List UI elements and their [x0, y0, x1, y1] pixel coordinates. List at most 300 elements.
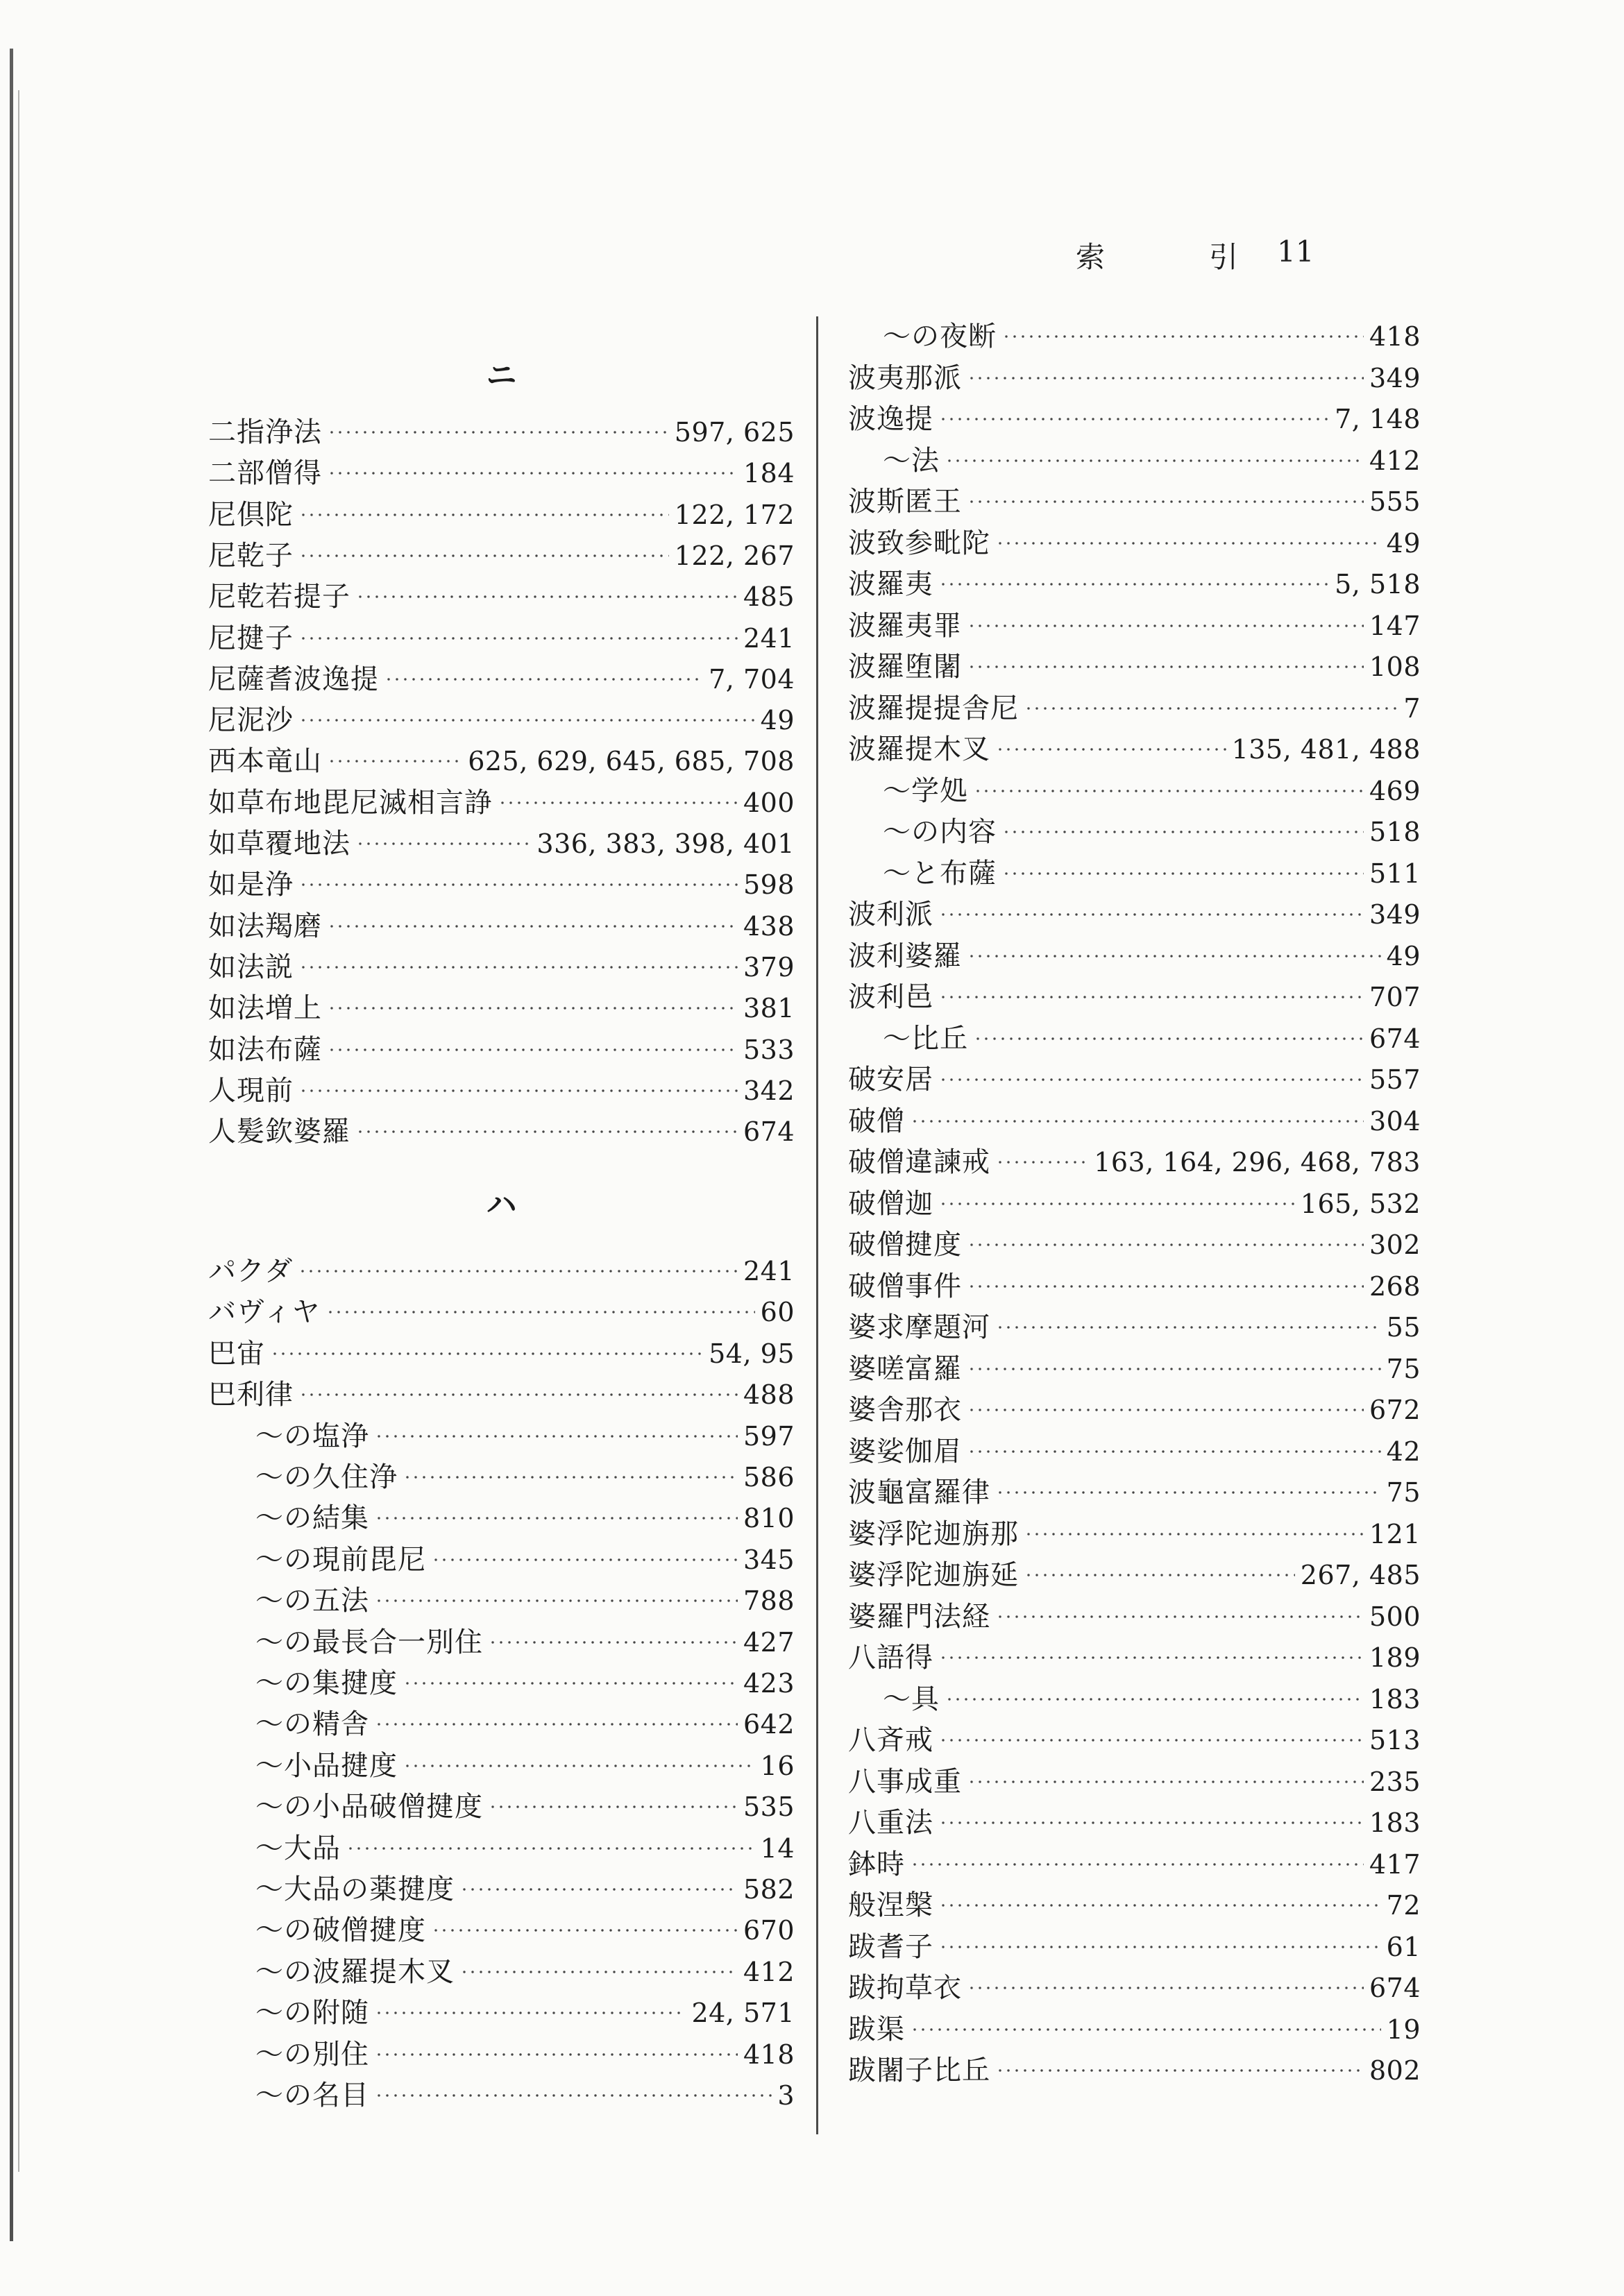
index-entry — [848, 1514, 1421, 1554]
leader-dots — [939, 1078, 1364, 1081]
leader-dots — [967, 1368, 1381, 1370]
index-term: 波羅夷 — [848, 568, 933, 600]
page-references: 345 — [743, 1544, 795, 1575]
page-references: 147 — [1369, 610, 1421, 641]
index-term: 尼薩耆波逸提 — [208, 663, 379, 695]
index-entry — [848, 316, 1421, 357]
leader-dots — [967, 1987, 1364, 1989]
index-entry — [848, 358, 1421, 398]
index-entry — [208, 1828, 795, 1869]
index-term: 波逸提 — [848, 403, 933, 435]
index-entry — [848, 1019, 1421, 1059]
index-term: ～の五法 — [255, 1585, 369, 1617]
index-term: 尼倶陀 — [208, 498, 294, 531]
page-references: 42 — [1386, 1436, 1421, 1467]
index-entry — [848, 1885, 1421, 1925]
page-references: 670 — [743, 1915, 795, 1946]
leader-dots — [356, 1130, 738, 1133]
index-term: 八語得 — [848, 1642, 933, 1674]
index-entry — [208, 1952, 795, 1992]
index-entry — [848, 1101, 1421, 1141]
leader-dots — [299, 554, 669, 557]
index-entry — [208, 1540, 795, 1580]
page-references: 513 — [1369, 1725, 1421, 1755]
running-head-title-left: 索 — [1076, 240, 1106, 274]
leader-dots — [299, 883, 738, 886]
index-term: 婆舎那衣 — [848, 1394, 962, 1426]
index-entry — [208, 1581, 795, 1621]
index-term: 破僧 — [848, 1105, 905, 1137]
index-entry — [208, 1622, 795, 1663]
leader-dots — [939, 1739, 1364, 1742]
leader-dots — [967, 1780, 1364, 1783]
page-references: 582 — [743, 1874, 795, 1905]
page-references: 342 — [743, 1075, 795, 1106]
index-entry — [208, 1375, 795, 1415]
page-references: 165, 532 — [1300, 1188, 1421, 1219]
index-term: ～の夜断 — [883, 321, 997, 352]
leader-dots — [974, 1037, 1364, 1040]
leader-dots — [967, 1243, 1364, 1246]
page-references: 469 — [1369, 775, 1421, 806]
page-references: 511 — [1369, 858, 1421, 889]
leader-dots — [375, 1723, 738, 1726]
leader-dots — [967, 624, 1364, 627]
index-entry — [848, 1184, 1421, 1224]
leader-dots — [996, 1161, 1088, 1164]
index-term: ～比丘 — [883, 1022, 968, 1055]
index-term: 尼乾子 — [208, 539, 294, 572]
index-term: 波羅夷罪 — [848, 609, 962, 642]
index-term: ～の最長合一別住 — [255, 1626, 483, 1658]
index-term: ～法 — [883, 444, 940, 477]
index-term: 婆羅門法経 — [848, 1600, 990, 1633]
index-entry — [848, 1638, 1421, 1678]
index-entry — [848, 523, 1421, 563]
page-references: 400 — [743, 787, 795, 818]
index-term: ～の附随 — [255, 1997, 369, 2030]
leader-dots — [911, 2028, 1381, 2031]
index-term: 婆娑伽眉 — [848, 1435, 962, 1468]
page-references: 268 — [1369, 1270, 1421, 1302]
leader-dots — [498, 801, 738, 804]
index-term: 破僧違諫戒 — [848, 1146, 990, 1178]
page-references: 14 — [760, 1832, 795, 1864]
index-term: 二部僧得 — [208, 457, 322, 490]
column-divider — [816, 316, 818, 2134]
page-references: 241 — [743, 622, 795, 654]
index-term: ～の結集 — [255, 1502, 369, 1535]
index-entry — [848, 936, 1421, 976]
index-entry — [208, 1704, 795, 1744]
leader-dots — [403, 1476, 738, 1479]
index-entry — [848, 606, 1421, 646]
leader-dots — [375, 2053, 738, 2056]
leader-dots — [432, 1929, 738, 1932]
index-term: 波羅堕闍 — [848, 651, 962, 683]
index-term: 跋拘草衣 — [848, 1972, 962, 2004]
index-term: 波羅提木叉 — [848, 733, 990, 765]
index-entry — [208, 659, 795, 699]
page-references: 557 — [1369, 1064, 1421, 1095]
page-references: 642 — [743, 1709, 795, 1740]
index-term: 破僧事件 — [848, 1270, 962, 1302]
leader-dots — [328, 925, 738, 928]
index-entry — [208, 1457, 795, 1497]
leader-dots — [328, 431, 669, 434]
leader-dots — [911, 1863, 1364, 1866]
page-references: 135, 481, 488 — [1231, 734, 1421, 765]
index-entry — [848, 1927, 1421, 1967]
index-term: 跋耆子 — [848, 1930, 933, 1963]
index-entry — [208, 536, 795, 576]
leader-dots — [375, 1435, 738, 1438]
page-references: 75 — [1386, 1353, 1421, 1384]
page-references: 438 — [743, 910, 795, 942]
leader-dots — [299, 637, 738, 640]
index-entry — [208, 1663, 795, 1703]
index-entry — [848, 399, 1421, 439]
page-references: 555 — [1369, 486, 1421, 517]
index-term: 八重法 — [848, 1807, 933, 1839]
index-entry — [208, 1292, 795, 1332]
page-references: 5, 518 — [1335, 569, 1421, 599]
page-references: 72 — [1386, 1890, 1421, 1921]
page-references: 75 — [1386, 1477, 1421, 1508]
leader-dots — [356, 842, 531, 845]
page-references: 423 — [743, 1668, 795, 1699]
index-term: ～の名目 — [255, 2080, 369, 2111]
leader-dots — [375, 1599, 738, 1602]
index-entry — [208, 1416, 795, 1456]
page-references: 3 — [777, 2080, 795, 2111]
index-entry — [208, 1993, 795, 2033]
index-entry — [848, 1844, 1421, 1885]
index-term: 波夷那派 — [848, 362, 962, 394]
leader-dots — [939, 418, 1329, 420]
page-references: 485 — [743, 581, 795, 613]
index-entry — [848, 1472, 1421, 1513]
index-entry — [848, 1720, 1421, 1760]
page-references: 349 — [1369, 899, 1421, 930]
index-term: 婆嗟富羅 — [848, 1352, 962, 1385]
index-term: ～大品 — [255, 1832, 341, 1864]
page-references: 518 — [1369, 817, 1421, 847]
index-term: ～の小品破僧揵度 — [255, 1791, 483, 1823]
index-entry — [208, 1498, 795, 1538]
page-references: 189 — [1369, 1642, 1421, 1673]
index-term: 如法布薩 — [208, 1033, 322, 1066]
index-term: 跋闍子比丘 — [848, 2055, 990, 2086]
leader-dots — [967, 665, 1364, 668]
index-entry — [208, 1910, 795, 1950]
index-term: 破僧迦 — [848, 1187, 933, 1220]
leader-dots — [974, 790, 1364, 792]
leader-dots — [1002, 872, 1364, 875]
index-entry — [848, 1225, 1421, 1265]
leader-dots — [939, 1946, 1381, 1948]
leader-dots — [939, 583, 1329, 586]
index-term: 尼揵子 — [208, 622, 294, 654]
index-entry — [848, 2009, 1421, 2050]
leader-dots — [939, 1656, 1364, 1659]
index-term: ～の波羅提木叉 — [255, 1955, 455, 1988]
leader-dots — [996, 1491, 1381, 1494]
index-entry — [848, 1266, 1421, 1307]
leader-dots — [489, 1805, 738, 1808]
page-references: 19 — [1386, 2014, 1421, 2045]
page-references: 304 — [1369, 1105, 1421, 1137]
leader-dots — [967, 500, 1364, 503]
index-entry — [848, 441, 1421, 481]
leader-dots — [328, 1048, 738, 1051]
leader-dots — [939, 913, 1364, 916]
page-references: 302 — [1369, 1230, 1421, 1260]
page-references: 412 — [1369, 445, 1421, 476]
index-term: 尼泥沙 — [208, 704, 294, 737]
index-entry — [208, 1746, 795, 1786]
leader-dots — [996, 1615, 1364, 1618]
page-references: 802 — [1369, 2055, 1421, 2086]
page-references: 163, 164, 296, 468, 783 — [1094, 1147, 1421, 1177]
index-term: 如草布地毘尼滅相言諍 — [208, 786, 493, 819]
leader-dots — [375, 2012, 686, 2014]
index-entry — [208, 947, 795, 987]
index-term: 波利婆羅 — [848, 939, 962, 972]
leader-dots — [299, 966, 738, 969]
index-entry — [848, 1555, 1421, 1595]
index-entry — [848, 1679, 1421, 1719]
page-references: 597 — [743, 1420, 795, 1452]
index-entry — [848, 482, 1421, 522]
index-entry — [848, 2050, 1421, 2091]
index-entry — [848, 812, 1421, 852]
page-references: 598 — [743, 869, 795, 901]
index-entry — [848, 853, 1421, 894]
index-entry — [208, 1071, 795, 1111]
leader-dots — [996, 2069, 1364, 2072]
index-entry — [208, 824, 795, 864]
index-term: 鉢時 — [848, 1848, 905, 1880]
page-references: 674 — [1369, 1973, 1421, 2003]
index-entry — [208, 412, 795, 452]
index-term: 西本竜山 — [208, 745, 322, 778]
leader-dots — [298, 1270, 738, 1273]
index-term: 波致参毗陀 — [848, 527, 990, 559]
index-entry — [848, 1390, 1421, 1430]
leader-dots — [1002, 831, 1364, 833]
index-term: 婆浮陀迦旃延 — [848, 1559, 1019, 1591]
leader-dots — [271, 1352, 703, 1355]
page-references: 535 — [743, 1792, 795, 1823]
page-references: 586 — [743, 1462, 795, 1493]
page-references: 533 — [743, 1034, 795, 1065]
index-entry — [848, 1762, 1421, 1802]
binding-shadow — [18, 90, 19, 2172]
index-term: 般涅槃 — [848, 1889, 933, 1921]
index-entry — [208, 453, 795, 493]
index-term: 二指浄法 — [208, 416, 322, 448]
index-entry — [848, 688, 1421, 729]
index-term: 尼乾若提子 — [208, 581, 350, 613]
leader-dots — [328, 760, 462, 763]
page-references: 349 — [1369, 362, 1421, 393]
page-references: 122, 172 — [674, 499, 795, 530]
page-references: 674 — [1369, 1023, 1421, 1054]
page-references: 418 — [743, 2039, 795, 2070]
index-term: 巴宙 — [208, 1337, 265, 1370]
page-references: 788 — [743, 1585, 795, 1617]
index-term: 跋渠 — [848, 2013, 905, 2046]
index-term: 破安居 — [848, 1064, 933, 1096]
page-references: 108 — [1369, 652, 1421, 682]
leader-dots — [996, 1326, 1381, 1329]
section-heading-ni: ニ — [486, 358, 517, 393]
leader-dots — [967, 955, 1381, 958]
index-term: 如草覆地法 — [208, 828, 350, 860]
index-entry — [208, 1030, 795, 1070]
page-references: 417 — [1369, 1848, 1421, 1880]
page-number: 11 — [1277, 235, 1314, 269]
leader-dots — [375, 1517, 738, 1520]
index-entry — [208, 988, 795, 1028]
leader-dots — [945, 1698, 1364, 1701]
index-term: 八事成重 — [848, 1765, 962, 1798]
leader-dots — [375, 2094, 772, 2097]
page-references: 810 — [743, 1503, 795, 1534]
leader-dots — [346, 1847, 755, 1850]
page-references: 381 — [743, 993, 795, 1024]
index-entry — [208, 783, 795, 823]
index-term: ～と布薩 — [883, 857, 997, 890]
index-entry — [848, 1597, 1421, 1637]
page-references: 7, 704 — [709, 663, 795, 695]
page-references: 418 — [1369, 321, 1421, 352]
running-head-title-right: 引 — [1209, 240, 1239, 274]
index-term: ～大品の薬揵度 — [255, 1873, 455, 1905]
index-term: 八斉戒 — [848, 1724, 933, 1756]
page-references: 241 — [743, 1256, 795, 1286]
page-references: 379 — [743, 951, 795, 983]
index-term: ～の塩浄 — [255, 1420, 369, 1452]
index-term: 如是浄 — [208, 869, 294, 901]
index-entry — [208, 618, 795, 658]
leader-dots — [939, 1202, 1295, 1205]
page-references: 427 — [743, 1626, 795, 1658]
index-term: ～具 — [883, 1683, 940, 1715]
leader-dots — [1024, 1574, 1295, 1576]
leader-dots — [299, 1089, 738, 1092]
leader-dots — [299, 719, 755, 722]
page-references: 121 — [1369, 1518, 1421, 1549]
index-entry — [848, 1431, 1421, 1472]
leader-dots — [996, 748, 1226, 751]
leader-dots — [432, 1558, 738, 1561]
leader-dots — [384, 678, 703, 681]
index-entry — [848, 977, 1421, 1017]
leader-dots — [299, 1393, 738, 1396]
index-entry — [208, 1869, 795, 1910]
index-term: 婆浮陀迦旃那 — [848, 1517, 1019, 1550]
index-term: 如法増上 — [208, 992, 322, 1025]
leader-dots — [945, 459, 1364, 462]
leader-dots — [939, 1904, 1381, 1907]
leader-dots — [460, 1888, 738, 1891]
index-entry — [848, 1142, 1421, 1182]
page-references: 674 — [743, 1116, 795, 1148]
page-references: 54, 95 — [709, 1338, 795, 1369]
index-term: 如法羯磨 — [208, 910, 322, 942]
page-references: 672 — [1369, 1395, 1421, 1425]
leader-dots — [939, 996, 1364, 998]
leader-dots — [939, 1821, 1364, 1824]
index-entry — [208, 1251, 795, 1291]
leader-dots — [967, 1285, 1364, 1288]
page-references: 49 — [1386, 527, 1421, 559]
leader-dots — [356, 595, 738, 598]
index-term: ～の内容 — [883, 816, 997, 848]
index-entry — [848, 564, 1421, 604]
index-entry — [208, 1334, 795, 1374]
index-entry — [848, 771, 1421, 811]
page-references: 7, 148 — [1335, 404, 1421, 434]
index-term: 破僧揵度 — [848, 1229, 962, 1261]
leader-dots — [489, 1641, 738, 1644]
leader-dots — [996, 542, 1381, 545]
index-term: ～の現前毘尼 — [255, 1543, 426, 1576]
leader-dots — [967, 1450, 1381, 1453]
leader-dots — [967, 377, 1364, 380]
leader-dots — [299, 513, 669, 516]
index-entry — [208, 906, 795, 946]
index-term: 波龜富羅律 — [848, 1477, 990, 1508]
page-references: 488 — [743, 1379, 795, 1411]
index-entry — [848, 1968, 1421, 2008]
index-entry — [208, 577, 795, 617]
index-term: ～小品揵度 — [255, 1749, 398, 1782]
page-references: 49 — [1386, 940, 1421, 971]
index-entry — [848, 1803, 1421, 1843]
index-entry — [208, 741, 795, 781]
index-term: 波利派 — [848, 899, 933, 930]
binding-edge — [10, 49, 13, 2241]
index-term: 巴利律 — [208, 1379, 294, 1411]
index-term: パクダ — [208, 1255, 294, 1287]
index-entry — [848, 729, 1421, 769]
index-entry — [208, 1787, 795, 1827]
index-entry — [848, 894, 1421, 935]
running-head — [1076, 235, 1374, 276]
index-entry — [208, 700, 795, 740]
page-references: 60 — [760, 1297, 795, 1328]
index-term: 如法説 — [208, 951, 294, 983]
index-term: 人現前 — [208, 1074, 294, 1107]
page-references: 500 — [1369, 1601, 1421, 1632]
page-references: 597, 625 — [674, 417, 795, 448]
index-entry — [208, 2075, 795, 2116]
page-references: 16 — [760, 1750, 795, 1781]
index-entry — [208, 1112, 795, 1152]
index-entry — [208, 2034, 795, 2075]
leader-dots — [328, 472, 738, 475]
page-references: 235 — [1369, 1766, 1421, 1797]
index-entry — [848, 1060, 1421, 1100]
page-references: 707 — [1369, 982, 1421, 1012]
index-term: ～の別住 — [255, 2038, 369, 2070]
index-term: ～の集揵度 — [255, 1667, 398, 1699]
index-term: バヴィヤ — [208, 1296, 321, 1329]
page-references: 183 — [1369, 1808, 1421, 1838]
